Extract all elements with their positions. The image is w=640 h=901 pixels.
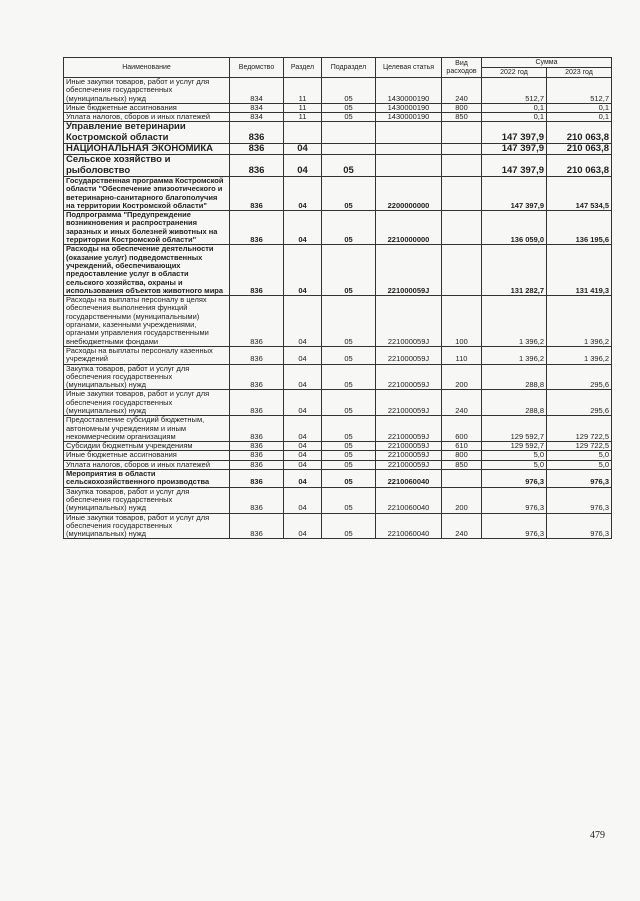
row-target-item: 221000059J <box>376 451 442 460</box>
row-subsection: 05 <box>322 390 376 416</box>
row-section: 04 <box>284 451 322 460</box>
row-expense-type: 600 <box>442 416 482 442</box>
row-target-item: 221000059J <box>376 296 442 347</box>
row-subsection: 05 <box>322 155 376 177</box>
row-amount-2023: 147 534,5 <box>547 176 612 210</box>
row-amount-2022: 1 396,2 <box>482 346 547 364</box>
page-number: 479 <box>590 830 605 841</box>
row-subsection: 05 <box>322 513 376 539</box>
row-section: 04 <box>284 470 322 488</box>
row-subsection: 05 <box>322 460 376 469</box>
row-department: 836 <box>230 144 284 155</box>
row-target-item: 221000059J <box>376 460 442 469</box>
row-target-item: 2210060040 <box>376 487 442 513</box>
row-name: Иные бюджетные ассигнования <box>64 103 230 112</box>
row-name: Мероприятия в области сельскохозяйственного производства <box>64 470 230 488</box>
row-amount-2023: 976,3 <box>547 513 612 539</box>
row-target-item <box>376 144 442 155</box>
row-subsection: 05 <box>322 245 376 296</box>
table-row <box>64 451 612 460</box>
row-department: 836 <box>230 211 284 245</box>
table-row <box>64 211 612 245</box>
row-department: 834 <box>230 103 284 112</box>
row-name: Иные закупки товаров, работ и услуг для обеспечения государственных (муниципальных) нужд <box>64 390 230 416</box>
row-amount-2022: 129 592,7 <box>482 442 547 451</box>
row-target-item: 221000059J <box>376 442 442 451</box>
row-section: 04 <box>284 364 322 390</box>
row-target-item: 221000059J <box>376 364 442 390</box>
row-section: 04 <box>284 155 322 177</box>
table-row <box>64 245 612 296</box>
row-amount-2022: 5,0 <box>482 460 547 469</box>
row-department: 836 <box>230 296 284 347</box>
header-year-2023: 2023 год <box>547 68 612 78</box>
row-expense-type <box>442 155 482 177</box>
row-subsection: 05 <box>322 487 376 513</box>
table-row <box>64 346 612 364</box>
row-amount-2023: 976,3 <box>547 470 612 488</box>
row-amount-2023: 1 396,2 <box>547 296 612 347</box>
row-amount-2023: 210 063,8 <box>547 144 612 155</box>
row-department: 834 <box>230 113 284 122</box>
row-target-item: 2200000000 <box>376 176 442 210</box>
row-section: 04 <box>284 487 322 513</box>
row-section: 04 <box>284 390 322 416</box>
row-amount-2022: 131 282,7 <box>482 245 547 296</box>
table-row <box>64 470 612 488</box>
row-department: 836 <box>230 513 284 539</box>
row-subsection: 05 <box>322 346 376 364</box>
row-amount-2023: 295,6 <box>547 364 612 390</box>
row-amount-2023: 5,0 <box>547 451 612 460</box>
row-expense-type: 800 <box>442 103 482 112</box>
table-row <box>64 390 612 416</box>
table-header <box>64 58 612 78</box>
row-expense-type <box>442 144 482 155</box>
row-target-item: 1430000190 <box>376 113 442 122</box>
row-amount-2022: 5,0 <box>482 451 547 460</box>
row-name: НАЦИОНАЛЬНАЯ ЭКОНОМИКА <box>64 144 230 155</box>
row-expense-type <box>442 245 482 296</box>
row-expense-type: 850 <box>442 113 482 122</box>
row-department: 836 <box>230 451 284 460</box>
row-amount-2022: 0,1 <box>482 103 547 112</box>
row-section: 04 <box>284 513 322 539</box>
row-subsection: 05 <box>322 78 376 104</box>
row-expense-type: 850 <box>442 460 482 469</box>
row-expense-type <box>442 176 482 210</box>
row-amount-2022: 976,3 <box>482 487 547 513</box>
row-expense-type: 240 <box>442 390 482 416</box>
row-amount-2022: 288,8 <box>482 364 547 390</box>
header-sum: Сумма <box>482 58 612 68</box>
row-section: 11 <box>284 113 322 122</box>
row-amount-2022: 129 592,7 <box>482 416 547 442</box>
row-section: 04 <box>284 176 322 210</box>
row-section: 04 <box>284 346 322 364</box>
row-amount-2022: 288,8 <box>482 390 547 416</box>
table-row <box>64 78 612 104</box>
row-expense-type: 240 <box>442 513 482 539</box>
row-amount-2022: 147 397,9 <box>482 176 547 210</box>
row-section: 11 <box>284 78 322 104</box>
table-row <box>64 122 612 144</box>
table-row <box>64 513 612 539</box>
row-amount-2022: 147 397,9 <box>482 155 547 177</box>
row-amount-2023: 512,7 <box>547 78 612 104</box>
row-amount-2023: 1 396,2 <box>547 346 612 364</box>
row-expense-type <box>442 122 482 144</box>
row-department: 836 <box>230 416 284 442</box>
row-subsection: 05 <box>322 176 376 210</box>
row-department: 836 <box>230 460 284 469</box>
row-subsection <box>322 144 376 155</box>
row-amount-2023: 136 195,6 <box>547 211 612 245</box>
row-section: 04 <box>284 460 322 469</box>
row-subsection: 05 <box>322 364 376 390</box>
row-subsection <box>322 122 376 144</box>
row-subsection: 05 <box>322 470 376 488</box>
row-expense-type: 200 <box>442 487 482 513</box>
row-amount-2023: 129 722,5 <box>547 416 612 442</box>
row-amount-2022: 1 396,2 <box>482 296 547 347</box>
row-expense-type: 200 <box>442 364 482 390</box>
row-expense-type: 100 <box>442 296 482 347</box>
row-section: 04 <box>284 296 322 347</box>
row-department: 836 <box>230 122 284 144</box>
row-section: 04 <box>284 442 322 451</box>
row-name: Управление ветеринарии Костромской области <box>64 122 230 144</box>
row-department: 836 <box>230 176 284 210</box>
row-amount-2022: 512,7 <box>482 78 547 104</box>
header-section: Раздел <box>284 58 322 78</box>
row-expense-type <box>442 211 482 245</box>
budget-table <box>63 57 612 539</box>
row-target-item: 1430000190 <box>376 103 442 112</box>
table-row <box>64 364 612 390</box>
row-target-item: 221000059J <box>376 416 442 442</box>
row-target-item: 1430000190 <box>376 78 442 104</box>
row-section: 11 <box>284 103 322 112</box>
row-name: Закупка товаров, работ и услуг для обеспечения государственных (муниципальных) нужд <box>64 487 230 513</box>
row-amount-2023: 976,3 <box>547 487 612 513</box>
row-section: 04 <box>284 245 322 296</box>
row-department: 836 <box>230 442 284 451</box>
row-target-item: 221000059J <box>376 346 442 364</box>
row-amount-2022: 976,3 <box>482 513 547 539</box>
row-target-item <box>376 155 442 177</box>
table-row <box>64 144 612 155</box>
row-expense-type: 110 <box>442 346 482 364</box>
row-amount-2022: 0,1 <box>482 113 547 122</box>
row-department: 836 <box>230 390 284 416</box>
row-target-item: 2210000000 <box>376 211 442 245</box>
row-amount-2022: 147 397,9 <box>482 144 547 155</box>
row-amount-2022: 136 059,0 <box>482 211 547 245</box>
table-row <box>64 155 612 177</box>
row-expense-type: 800 <box>442 451 482 460</box>
row-department: 836 <box>230 245 284 296</box>
header-department: Ведомство <box>230 58 284 78</box>
row-subsection: 05 <box>322 103 376 112</box>
row-department: 836 <box>230 487 284 513</box>
row-section: 04 <box>284 144 322 155</box>
row-section: 04 <box>284 416 322 442</box>
header-subsection: Подраздел <box>322 58 376 78</box>
row-amount-2023: 131 419,3 <box>547 245 612 296</box>
row-department: 834 <box>230 78 284 104</box>
row-amount-2023: 210 063,8 <box>547 122 612 144</box>
row-amount-2023: 129 722,5 <box>547 442 612 451</box>
row-name: Уплата налогов, сборов и иных платежей <box>64 460 230 469</box>
row-section: 04 <box>284 211 322 245</box>
header-year-2022: 2022 год <box>482 68 547 78</box>
row-name: Иные закупки товаров, работ и услуг для обеспечения государственных (муниципальных) нужд <box>64 513 230 539</box>
header-name: Наименование <box>64 58 230 78</box>
row-name: Закупка товаров, работ и услуг для обеспечения государственных (муниципальных) нужд <box>64 364 230 390</box>
row-expense-type: 240 <box>442 78 482 104</box>
row-name: Иные закупки товаров, работ и услуг для обеспечения государственных (муниципальных) нужд <box>64 78 230 104</box>
row-amount-2023: 0,1 <box>547 103 612 112</box>
row-name: Подпрограмма "Предупреждение возникновения и распространения заразных и иных болезней животных на территории Костромской области" <box>64 211 230 245</box>
row-expense-type <box>442 470 482 488</box>
row-subsection: 05 <box>322 442 376 451</box>
row-department: 836 <box>230 470 284 488</box>
row-amount-2023: 295,6 <box>547 390 612 416</box>
row-amount-2023: 0,1 <box>547 113 612 122</box>
row-name: Уплата налогов, сборов и иных платежей <box>64 113 230 122</box>
row-name: Расходы на выплаты персоналу казенных учреждений <box>64 346 230 364</box>
row-subsection: 05 <box>322 296 376 347</box>
row-name: Расходы на выплаты персоналу в целях обеспечения выполнения функций государственными (муниципальными) органами, казенными учреждениями, органами управления государственными внебюджетными фондами <box>64 296 230 347</box>
table-row <box>64 296 612 347</box>
row-name: Субсидии бюджетным учреждениям <box>64 442 230 451</box>
row-name: Предоставление субсидий бюджетным, автономным учреждениям и иным некоммерческим организациям <box>64 416 230 442</box>
row-name: Государственная программа Костромской области "Обеспечение эпизоотического и ветеринарно-санитарного благополучия на территории Костромской области" <box>64 176 230 210</box>
row-name: Расходы на обеспечение деятельности (оказание услуг) подведомственных учреждений, обеспечивающих предоставление услуг в области сельского хозяйства, охраны и использования объектов животного мира <box>64 245 230 296</box>
row-amount-2022: 147 397,9 <box>482 122 547 144</box>
header-expense-type: Вид расходов <box>442 58 482 78</box>
row-department: 836 <box>230 155 284 177</box>
row-subsection: 05 <box>322 211 376 245</box>
row-subsection: 05 <box>322 451 376 460</box>
row-target-item <box>376 122 442 144</box>
row-target-item: 221000059J <box>376 245 442 296</box>
header-target-item: Целевая статья <box>376 58 442 78</box>
row-expense-type: 610 <box>442 442 482 451</box>
row-target-item: 2210060040 <box>376 513 442 539</box>
row-name: Иные бюджетные ассигнования <box>64 451 230 460</box>
table-row <box>64 416 612 442</box>
table-row <box>64 487 612 513</box>
row-target-item: 221000059J <box>376 390 442 416</box>
row-amount-2022: 976,3 <box>482 470 547 488</box>
row-section <box>284 122 322 144</box>
row-name: Сельское хозяйство и рыболовство <box>64 155 230 177</box>
row-amount-2023: 210 063,8 <box>547 155 612 177</box>
row-target-item: 2210060040 <box>376 470 442 488</box>
table-body <box>64 78 612 539</box>
row-department: 836 <box>230 346 284 364</box>
table-row <box>64 176 612 210</box>
row-subsection: 05 <box>322 113 376 122</box>
row-amount-2023: 5,0 <box>547 460 612 469</box>
row-subsection: 05 <box>322 416 376 442</box>
row-department: 836 <box>230 364 284 390</box>
